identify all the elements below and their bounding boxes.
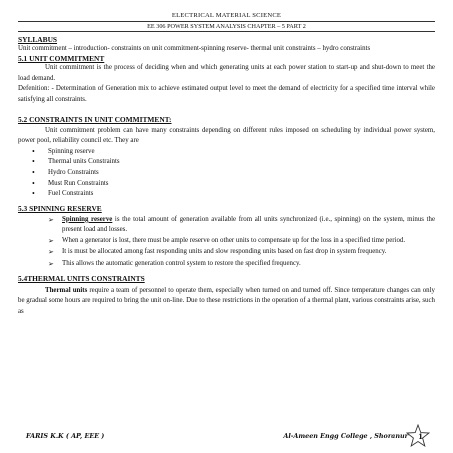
arrow-bullet-icon: ➢ xyxy=(48,259,54,268)
list-item: • Fuel Constraints xyxy=(18,189,435,200)
arrow-bullet-icon: ➢ xyxy=(48,248,54,257)
bullet-text: When a generator is lost, there must be ample reserve on other units to compensate up for the loss in a specified time period. xyxy=(62,237,406,245)
arrow-bullet-icon: ➢ xyxy=(48,215,54,224)
subject-header: ELECTRICAL MATERIAL SCIENCE xyxy=(171,12,282,19)
constraints-list xyxy=(18,147,435,200)
spinning-reserve-list xyxy=(18,215,435,269)
spinning-reserve-definition: is the total amount of generation available from all units synchronized (i.e., spinning) on the system, minus the present load and losses. xyxy=(62,215,435,234)
list-item xyxy=(18,247,435,257)
list-item xyxy=(18,259,435,269)
section-5-2-paragraph: Unit commitment problem can have many constraints depending on different rules imposed on scheduling by individual power system, power pool, reliability council etc. They are xyxy=(18,127,435,145)
page-number: 1 xyxy=(418,432,423,441)
list-item: • Thermal units Constraints xyxy=(18,157,435,168)
list-item: • Hydro Constraints xyxy=(18,168,435,179)
section-5-3-heading: 5.3 SPINNING RESERVE xyxy=(18,203,102,213)
bullet-text: This allows the automatic generation control system to restore the specified frequency. xyxy=(62,259,301,267)
list-item: • Spinning reserve xyxy=(18,147,435,158)
list-item xyxy=(18,236,435,246)
section-5-2-heading: 5.2 CONSTRAINTS IN UNIT COMMITMENT: xyxy=(18,115,172,125)
list-item xyxy=(18,215,435,235)
bullet-text: It is must be allocated among fast responding units and slow responding units based on fast drop in system frequency. xyxy=(62,248,387,256)
syllabus-text: Unit commitment – introduction- constraints on unit commitment-spinning reserve- thermal unit constraints – hydro constraints xyxy=(18,45,371,52)
thermal-units-text: require a team of personnel to operate them, especially when turned on and turned off. Since temperature changes can only be gradual some hours are required to bring the unit on-line. Due to these restrictions in the operation of a thermal plant, various constraints arise, such as xyxy=(18,286,435,315)
definition-paragraph: Defenition: - Determination of Generation mix to achieve estimated output level to meet the demand of electricity for a specified time interval while satisfying all constraints. xyxy=(18,85,435,103)
spinning-reserve-term: Spinning reserve xyxy=(62,215,113,223)
footer-author: FARIS K.K ( AP, EEE ) xyxy=(26,432,105,440)
syllabus-heading: SYLLABUS xyxy=(18,35,58,44)
section-5-4-paragraph xyxy=(18,286,435,317)
page-footer xyxy=(26,430,436,444)
document-page xyxy=(18,12,435,317)
footer-college: Al-Ameen Engg College , Shoranur xyxy=(283,432,408,440)
chapter-header: EE 306 POWER SYSTEM ANALYSIS CHAPTER – 5 PART 2 xyxy=(18,21,435,32)
arrow-bullet-icon: ➢ xyxy=(48,237,54,246)
section-5-1-heading: 5.1 UNIT COMMITMENT xyxy=(18,54,105,64)
section-5-4-heading: 5.4THERMAL UNITS CONSTRAINTS xyxy=(18,273,145,283)
thermal-units-term: Thermal units xyxy=(45,286,88,294)
list-item: • Must Run Constraints xyxy=(18,179,435,190)
section-5-1-paragraph: Unit commitment is the process of deciding when and which generating units at each power station to start-up and shut-down to meet the load demand. xyxy=(18,64,435,82)
